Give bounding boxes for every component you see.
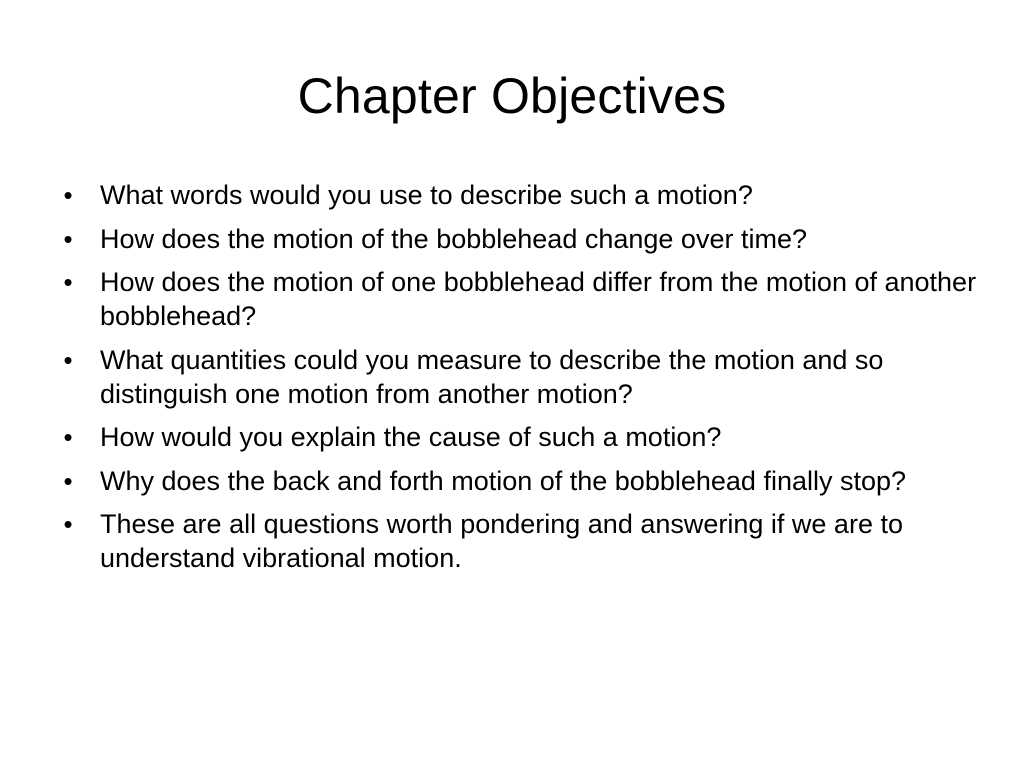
bullet-icon: • [63, 223, 73, 254]
bullet-text: These are all questions worth pondering and answering if we are to understand vibrational motion. [100, 509, 903, 573]
bullet-icon: • [63, 344, 73, 375]
bullet-item [58, 222, 978, 256]
bullet-item [58, 265, 978, 333]
bullet-item [58, 178, 978, 212]
bullet-icon: • [63, 509, 73, 539]
bullet-text: Why does the back and forth motion of the bobblehead finally stop? [100, 465, 907, 496]
bullet-icon: • [63, 267, 73, 297]
bullet-item [58, 343, 978, 411]
bullet-icon: • [63, 180, 73, 210]
bullet-text: How does the motion of the bobblehead change over time? [100, 223, 807, 254]
bullet-icon: • [63, 465, 73, 496]
slide-title: Chapter Objectives [297, 68, 727, 124]
bullet-text: What quantities could you measure to describe the motion and so distinguish one motion from another motion? [100, 344, 884, 409]
bullet-item [58, 464, 978, 498]
bullet-text: How does the motion of one bobblehead differ from the motion of another bobblehead? [100, 267, 977, 331]
bullet-icon: • [63, 422, 73, 452]
bullet-list [58, 178, 978, 585]
bullet-item [58, 507, 978, 575]
bullet-text: What words would you use to describe such a motion? [100, 180, 753, 210]
bullet-text: How would you explain the cause of such a motion? [100, 422, 722, 452]
bullet-item [58, 420, 978, 454]
